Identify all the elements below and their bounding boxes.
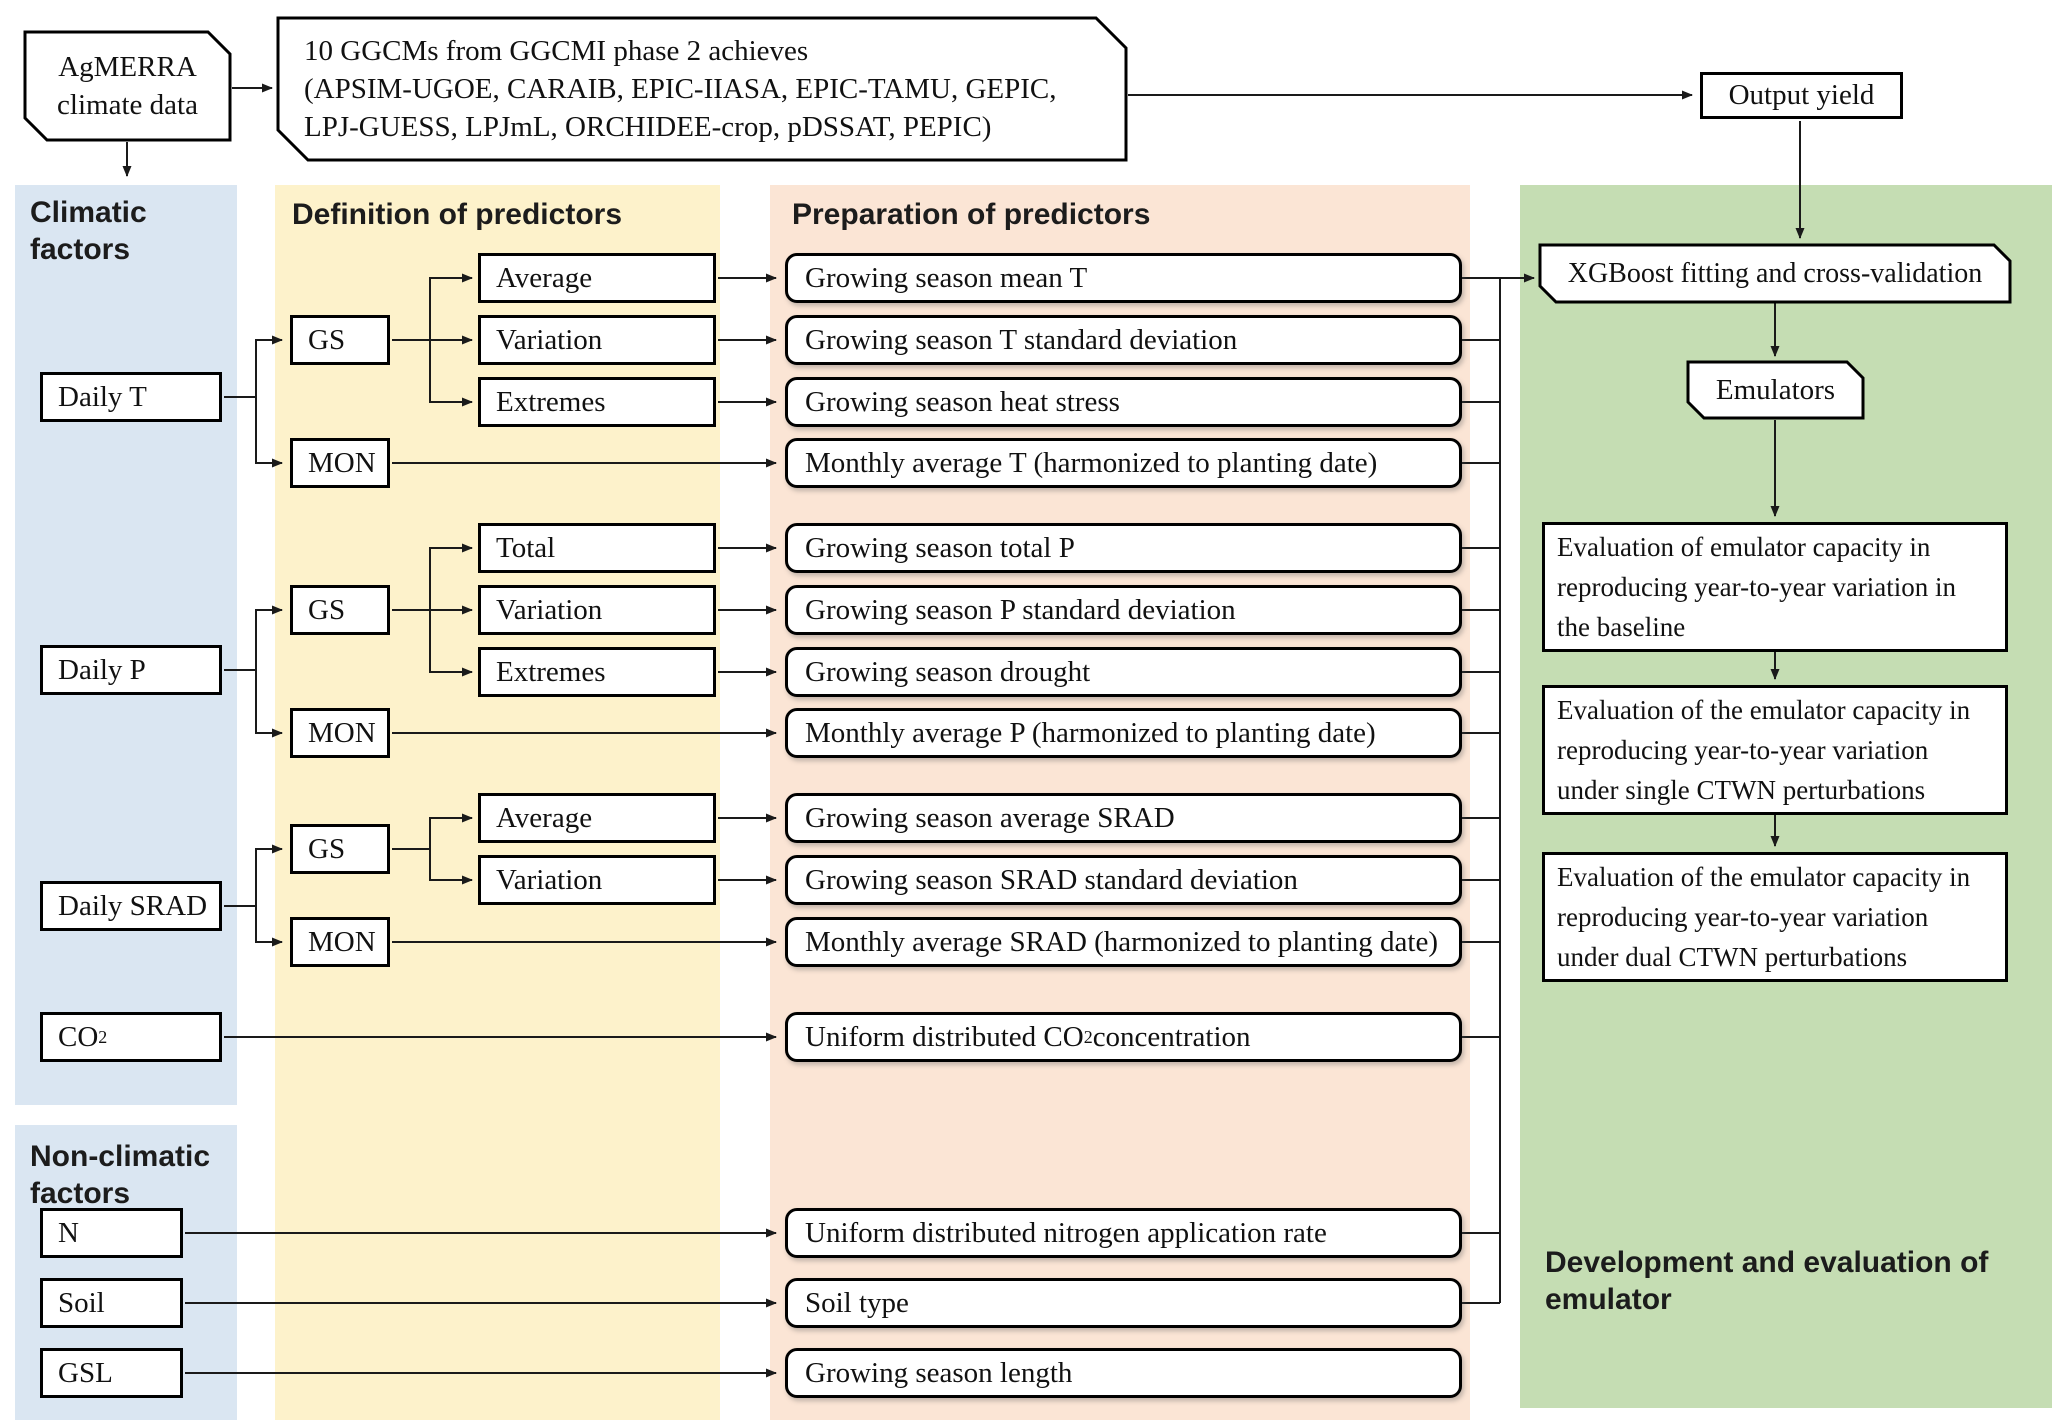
daily-srad-node: Daily SRAD bbox=[40, 881, 222, 931]
gs-srad-node: GS bbox=[290, 824, 390, 874]
growing-season-length-row: Growing season length bbox=[785, 1348, 1462, 1398]
agmerra-label-line2: climate data bbox=[57, 89, 198, 121]
emulators-node: Emulators bbox=[1688, 362, 1863, 418]
gs-p-node: GS bbox=[290, 585, 390, 635]
gs-p-stddev-row: Growing season P standard deviation bbox=[785, 585, 1462, 635]
variation-srad-node: Variation bbox=[478, 855, 716, 905]
average-srad-node: Average bbox=[478, 793, 716, 843]
uniform-nitrogen-row: Uniform distributed nitrogen application rate bbox=[785, 1208, 1462, 1258]
gsl-node: GSL bbox=[40, 1348, 183, 1398]
evaluation-single-ctwn-box: Evaluation of the emulator capacity in reproducing year-to-year variation under single CTWN perturbations bbox=[1542, 685, 2008, 815]
average-t-node: Average bbox=[478, 253, 716, 303]
output-yield-label: Output yield bbox=[1728, 79, 1875, 111]
daily-p-node: Daily P bbox=[40, 645, 222, 695]
preparation-of-predictors-header: Preparation of predictors bbox=[792, 198, 1151, 231]
gs-mean-t-row: Growing season mean T bbox=[785, 253, 1462, 303]
daily-t-node: Daily T bbox=[40, 372, 222, 422]
gs-total-p-row: Growing season total P bbox=[785, 523, 1462, 573]
total-p-node: Total bbox=[478, 523, 716, 573]
ggcm-label-line2: (APSIM-UGOE, CARAIB, EPIC-IIASA, EPIC-TAMU, GEPIC, bbox=[304, 73, 1057, 105]
uniform-co2-row: Uniform distributed CO 2 concentration bbox=[785, 1012, 1462, 1062]
evaluation-dual-ctwn-box: Evaluation of the emulator capacity in reproducing year-to-year variation under dual CTWN perturbations bbox=[1542, 852, 2008, 982]
output-yield-node bbox=[1700, 72, 1903, 119]
gs-t-node: GS bbox=[290, 315, 390, 365]
nitrogen-node: N bbox=[40, 1208, 183, 1258]
climatic-factors-header: Climatic factors bbox=[30, 196, 147, 266]
agmerra-climate-data-node bbox=[25, 32, 230, 140]
monthly-avg-t-row: Monthly average T (harmonized to planting date) bbox=[785, 438, 1462, 488]
variation-p-node: Variation bbox=[478, 585, 716, 635]
mon-srad-node: MON bbox=[290, 917, 390, 967]
gs-avg-srad-row: Growing season average SRAD bbox=[785, 793, 1462, 843]
soil-node: Soil bbox=[40, 1278, 183, 1328]
gs-heat-stress-row: Growing season heat stress bbox=[785, 377, 1462, 427]
soil-type-row: Soil type bbox=[785, 1278, 1462, 1328]
extremes-p-node: Extremes bbox=[478, 647, 716, 697]
xgboost-node: XGBoost fitting and cross-validation bbox=[1540, 245, 2010, 302]
definition-of-predictors-header: Definition of predictors bbox=[292, 198, 622, 231]
gs-srad-stddev-row: Growing season SRAD standard deviation bbox=[785, 855, 1462, 905]
agmerra-label-line1: AgMERRA bbox=[58, 51, 197, 83]
monthly-avg-p-row: Monthly average P (harmonized to planting date) bbox=[785, 708, 1462, 758]
extremes-t-node: Extremes bbox=[478, 377, 716, 427]
mon-t-node: MON bbox=[290, 438, 390, 488]
monthly-avg-srad-row: Monthly average SRAD (harmonized to planting date) bbox=[785, 917, 1462, 967]
gs-t-stddev-row: Growing season T standard deviation bbox=[785, 315, 1462, 365]
variation-t-node: Variation bbox=[478, 315, 716, 365]
nonclimatic-factors-header: Non-climatic factors bbox=[30, 1140, 211, 1210]
ggcm-archive-node bbox=[278, 18, 1126, 160]
ggcm-label-line1: 10 GGCMs from GGCMI phase 2 achieves bbox=[304, 35, 809, 67]
mon-p-node: MON bbox=[290, 708, 390, 758]
co2-node: CO 2 bbox=[40, 1012, 222, 1062]
development-evaluation-header: Development and evaluation of emulator bbox=[1545, 1246, 1989, 1316]
evaluation-baseline-box: Evaluation of emulator capacity in reproducing year-to-year variation in the baseline bbox=[1542, 522, 2008, 652]
gs-drought-row: Growing season drought bbox=[785, 647, 1462, 697]
ggcm-label-line3: LPJ-GUESS, LPJmL, ORCHIDEE-crop, pDSSAT, PEPIC) bbox=[304, 111, 992, 143]
